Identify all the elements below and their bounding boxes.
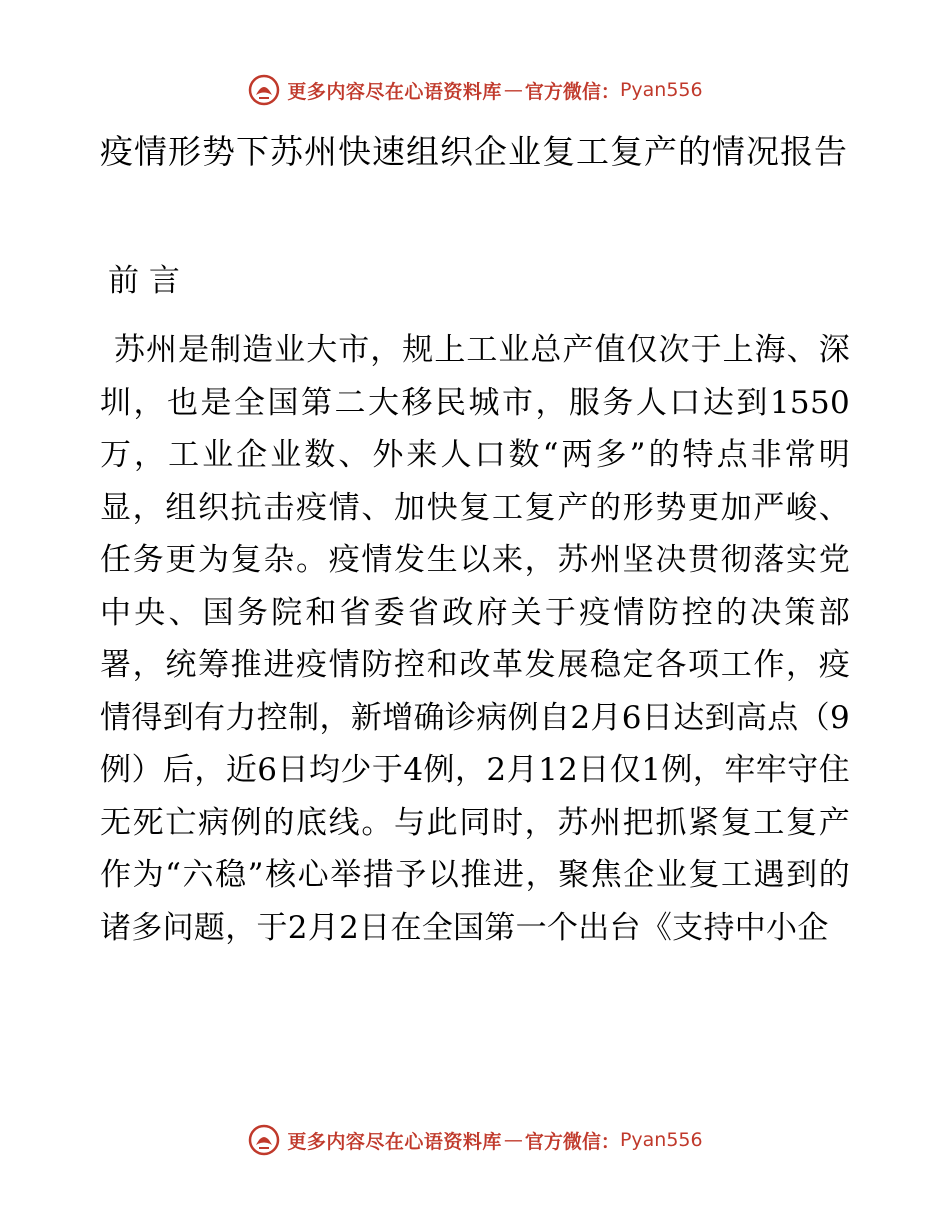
banner-handle: Pyan556: [619, 1129, 703, 1151]
document-title: 疫情形势下苏州快速组织企业复工复产的情况报告: [100, 132, 848, 171]
section-heading: 前 言: [108, 263, 180, 299]
lotus-logo-icon: [247, 1123, 281, 1157]
banner-handle: Pyan556: [619, 79, 703, 101]
banner-separator: —: [503, 79, 523, 101]
banner-main-text: 更多内容尽在心语资料库: [287, 80, 502, 103]
footer-watermark-banner: [0, 1120, 950, 1160]
lotus-logo-icon: [247, 73, 281, 107]
banner-label: 官方微信：: [524, 80, 620, 103]
header-watermark-banner: [0, 70, 950, 110]
banner-main-text: 更多内容尽在心语资料库: [287, 1130, 502, 1153]
body-paragraph: 苏州是制造业大市，规上工业总产值仅次于上海、深圳，也是全国第二大移民城市，服务人口达到1550万，工业企业数、外来人口数“两多”的特点非常明显，组织抗击疫情、加快复工复产的形势更加严峻、任务更为复杂。疫情发生以来，苏州坚决贯彻落实党中央、国务院和省委省政府关于疫情防控的决策部署，统筹推进疫情防控和改革发展稳定各项工作，疫情得到有力控制，新增确诊病例自2月6日达到高点（9例）后，近6日均少于4例，2月12日仅1例，牢牢守住无死亡病例的底线。与此同时，苏州把抓紧复工复产作为“六稳”核心举措予以推进，聚焦企业复工遇到的诸多问题，于2月2日在全国第一个出台《支持中小企: [100, 332, 850, 946]
banner-label: 官方微信：: [524, 1130, 620, 1153]
banner-separator: —: [503, 1129, 523, 1151]
